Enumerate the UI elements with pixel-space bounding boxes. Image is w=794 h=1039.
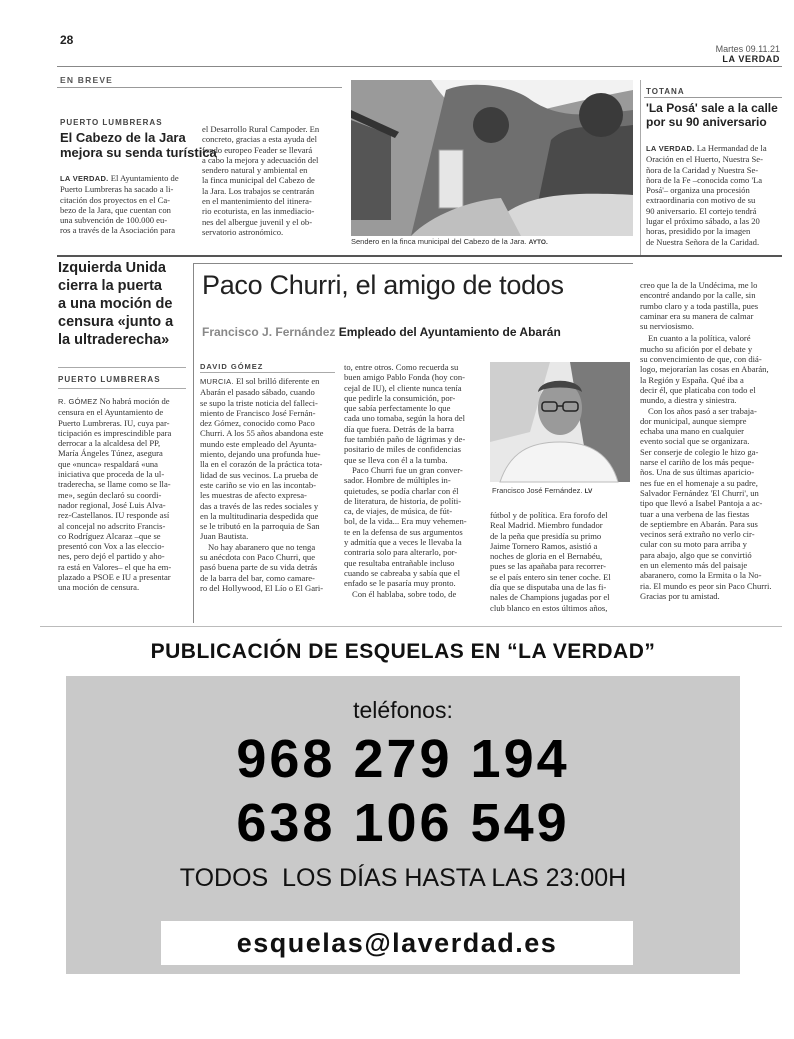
main-story-text-line: cada uno tomaba, según la hora del bbox=[344, 413, 465, 424]
brief-right-text-line: 90 aniversario. El cortejo tendrá bbox=[646, 205, 757, 216]
main-story-text-line: narse el cariño de los más peque- bbox=[640, 457, 755, 468]
main-story-text-line: que se lleva con él a la tumba. bbox=[344, 454, 448, 465]
main-story-text-line: de la barra del bar, como camare- bbox=[200, 572, 315, 583]
main-story-text-line: su convencimiento de que, con diá- bbox=[640, 354, 762, 365]
main-story-text-line: ro del Hollywood, El Lío o El Gari- bbox=[200, 582, 324, 593]
brief-left-text-line: servatorio astronómico. bbox=[202, 226, 284, 237]
side-story-kicker: PUERTO LUMBRERAS bbox=[58, 375, 161, 384]
side-story-text-line: ticipación es imprescindible para bbox=[58, 427, 172, 438]
main-story-text-line: de literatura, de historia, de políti- bbox=[344, 495, 462, 506]
main-story-text-line: les muestras de afecto expresa- bbox=[200, 490, 307, 501]
main-story-text-line: su anécdota con Paco Churri, que bbox=[200, 552, 316, 563]
side-story-headline-line: censura «junto a bbox=[58, 314, 174, 330]
side-story-text-line: ra está en Valores– el que ha em- bbox=[58, 561, 172, 572]
brief-right-text-line: horas, presidido por la imagen bbox=[646, 226, 751, 237]
side-story-text-line: al concejal no adscrito Francis- bbox=[58, 520, 166, 531]
main-story-text-line: das a través de las redes sociales y bbox=[200, 500, 319, 511]
main-story-col4 bbox=[640, 280, 782, 601]
ad-phones-label: teléfonos: bbox=[353, 697, 453, 723]
main-story-text-line: cuando se cabreaba y sabía que el bbox=[344, 567, 460, 578]
main-story-text-line: Churri. A los 55 años abandona este bbox=[200, 428, 324, 439]
main-story-text-line: vecinos será extraño no verlo cir- bbox=[640, 529, 755, 540]
main-story-text-line: se supo la triste noticia del falleci- bbox=[200, 397, 318, 408]
main-story-text-line: caminar era su manera de calmar bbox=[640, 310, 754, 321]
brief-left-text-line: Puerto Lumbreras ha sacado a li- bbox=[60, 184, 174, 195]
brief-left-col2 bbox=[202, 124, 342, 237]
brief-right-text-line: ñora de la Fe –conocida como 'La bbox=[646, 174, 763, 185]
brief-left-text-line: nes del albergue juvenil y el ob- bbox=[202, 216, 313, 227]
ad-phone-2: 638 106 549 bbox=[236, 793, 570, 853]
main-story-text-line: miento, dejando una profunda hue- bbox=[200, 449, 321, 460]
main-story-text-line: buen amigo Pablo Fonda (hoy con- bbox=[344, 372, 466, 383]
side-story-text-line: plazado a PSOE e IU a presentar bbox=[58, 572, 171, 583]
main-story-text-line: en un elemento más del paisaje bbox=[640, 560, 748, 571]
side-story-text-line: presentó con Vox a las eleccio- bbox=[58, 541, 165, 552]
main-story-byline: DAVID GÓMEZ bbox=[200, 362, 264, 371]
main-story-text-line: miento de Francisco José Fernán- bbox=[200, 407, 316, 418]
brief-left-col1 bbox=[60, 173, 188, 236]
main-story-text-line: se el país entero sin tener coche. El bbox=[490, 571, 611, 582]
main-story-col2 bbox=[344, 362, 484, 599]
briefs-bottom-rule bbox=[57, 255, 782, 257]
brief-left-text-line: ros a través de la Asociación para bbox=[60, 225, 176, 236]
main-story-text-line: echaba una mano en cualquier bbox=[640, 426, 745, 437]
main-story-text-line: Con los años pasó a ser trabaja- bbox=[648, 405, 757, 416]
ad-email-box bbox=[161, 921, 633, 965]
main-story-text-line: en la multitudinaria despedida que bbox=[200, 510, 319, 521]
main-story-text-line: club blanco en estos últimos años, bbox=[490, 602, 608, 613]
main-story-text-line: que resultaba entrañable incluso bbox=[344, 557, 455, 568]
trail-photo-image bbox=[351, 80, 633, 236]
brief-left-headline-line2: mejora su senda turística bbox=[60, 145, 217, 160]
main-story-text-line: para abajo, algo que se convirtió bbox=[640, 549, 752, 560]
brief-right-headline bbox=[646, 101, 786, 129]
main-story-text-line: dez Gómez, conocido como Paco bbox=[200, 418, 315, 429]
main-story-col1 bbox=[200, 376, 335, 593]
brief-left-kicker: PUERTO LUMBRERAS bbox=[60, 118, 163, 127]
main-story-text-line: la Región y España. Qué iba a bbox=[640, 374, 744, 385]
side-story-text-line: nador regional, José Luis Alva- bbox=[58, 499, 166, 510]
brief-left-text-line: El Ayuntamiento de bbox=[110, 173, 179, 183]
main-story-subject-name: Francisco J. Fernández bbox=[202, 325, 336, 339]
main-story-text-line: fue también paño de lágrimas y de- bbox=[344, 434, 466, 445]
brief-left-text-line: una subvención de 100.000 eu- bbox=[60, 215, 168, 226]
main-story-text-line: noches de gloria en el Bernabéu, bbox=[490, 551, 603, 562]
main-story-text-line: positario de miles de confidencias bbox=[344, 444, 461, 455]
main-story-text-line: Real Madrid. Miembro fundador bbox=[490, 520, 603, 531]
main-story-text-line: quietudes, se podía charlar con él bbox=[344, 485, 459, 496]
main-story-text-line: su nerviosismo. bbox=[640, 321, 694, 332]
main-story-col3 bbox=[490, 510, 630, 613]
brief-right-text-line: lugar el próximo sábado, a las 20 bbox=[646, 216, 760, 227]
main-story-text-line: Paco Churri fue un gran conver- bbox=[352, 464, 463, 475]
brief-left-text-line: a cabo la mejora y adecuación del bbox=[202, 154, 319, 165]
main-story-text-line: to, entre otros. Como recuerda su bbox=[344, 362, 459, 372]
brief-left-text-line: el Desarrollo Rural Campoder. En bbox=[202, 124, 320, 134]
side-story-kicker-rule-top bbox=[58, 367, 186, 368]
main-story-text-line: Salvador Fernández 'El Churri', un bbox=[640, 487, 759, 498]
main-story-text-line: bol, de la vida... Era muy vehemen- bbox=[344, 516, 467, 527]
main-story-text-line: logo, mejorarían las cosas en Abarán, bbox=[640, 364, 769, 375]
trail-photo-caption bbox=[351, 237, 548, 246]
main-story-text-line: pasó buena parte de su vida detrás bbox=[200, 562, 318, 573]
side-story-text-line: me», según declaró su coordi- bbox=[58, 489, 162, 500]
portrait-photo-credit: LV bbox=[584, 488, 593, 495]
brief-left-text-line: sendero natural y ambiental en bbox=[202, 165, 308, 176]
ad-email: esquelas@laverdad.es bbox=[236, 928, 558, 958]
page-number: 28 bbox=[60, 33, 74, 47]
main-story-text-line: Ser conserje de colegio le hizo ga- bbox=[640, 446, 759, 457]
main-story-text-line: día que se disputaba una de las fi- bbox=[490, 582, 607, 593]
main-story-text-line: ca, de viajes, de música, de fút- bbox=[344, 506, 453, 517]
brief-right-dateline: LA VERDAD. bbox=[646, 144, 695, 153]
main-story-text-line: decir él, que platicaba con todo el bbox=[640, 384, 756, 395]
section-label: EN BREVE bbox=[60, 75, 114, 85]
brief-right-text-line: La Hermandad de la bbox=[696, 143, 767, 153]
header-rule bbox=[57, 66, 782, 67]
main-story-text-line: mucho su afición por el debate y bbox=[640, 343, 753, 354]
side-story-text-line: nes, pero dejó el partido y aho- bbox=[58, 551, 165, 562]
main-story-text-line: No hay abaranero que no tenga bbox=[208, 541, 316, 552]
main-story-byline-rule bbox=[200, 372, 335, 373]
side-story-text-line: co Rodríguez Alcaraz –que se bbox=[58, 530, 161, 541]
main-story-text-line: que pedirle la consumición, por- bbox=[344, 392, 456, 403]
brief-right-text-line: Posá'– organiza una procesión bbox=[646, 185, 750, 196]
brief-left-text-line: la finca municipal del Cabezo de bbox=[202, 175, 315, 186]
brief-right-text-line: extraordinaria con motivo de su bbox=[646, 195, 756, 206]
portrait-photo-caption-text: Francisco José Fernández. bbox=[492, 486, 583, 495]
brief-left-text-line: bezo de la Jara, que cuentan con bbox=[60, 204, 171, 215]
main-story-headline: Paco Churri, el amigo de todos bbox=[202, 270, 564, 300]
main-story-text-line: enfado se le pasaría muy pronto. bbox=[344, 578, 456, 589]
trail-photo-caption-text: Sendero en la finca municipal del Cabezo de la Jara. bbox=[351, 237, 527, 246]
brief-right-body bbox=[646, 143, 782, 247]
portrait-photo-image bbox=[490, 362, 630, 482]
side-story-headline-line: la ultraderecha» bbox=[58, 332, 170, 348]
main-story-text-line: que sabía perfectamente lo que bbox=[344, 403, 451, 414]
side-story-text-line: No habrá moción de bbox=[99, 396, 170, 406]
main-story-subject bbox=[202, 325, 561, 339]
main-story-text-line: ños. Una de sus últimas aparicio- bbox=[640, 467, 755, 478]
side-story-headline-line: Izquierda Unida bbox=[58, 260, 166, 276]
main-story-text-line: tuar a una verbena de las fiestas bbox=[640, 508, 750, 519]
main-story-subject-role: Empleado del Ayuntamiento de Abarán bbox=[338, 325, 561, 339]
main-story-text-line: Juan Bautista. bbox=[200, 531, 249, 542]
main-story-text-line: sador. Hombre de múltiples in- bbox=[344, 475, 451, 486]
brief-right-text-line: Oración en el Huerto, Nuestra Se- bbox=[646, 154, 763, 165]
main-story-text-line: creo que la de la Undécima, me lo bbox=[640, 280, 758, 290]
side-story-text-line: que «nunca» respaldará «una bbox=[58, 458, 158, 469]
side-story-dateline: R. GÓMEZ bbox=[58, 397, 98, 406]
side-story-text-line: derrocar a la alcaldesa del PP, bbox=[58, 438, 161, 449]
brief-left-text-line: rio ecoturista, en las inmediacio- bbox=[202, 206, 315, 217]
main-story-text-line: tipo que llevó a Isabel Pantoja a ac- bbox=[640, 498, 763, 509]
main-story-frame-left bbox=[193, 263, 194, 623]
main-story-text-line: cular con su moto para arriba y bbox=[640, 539, 747, 550]
main-story-text-line: En cuanto a la política, valoré bbox=[648, 333, 751, 344]
brief-left-text-line: la Jara. Los trabajos se centrarán bbox=[202, 185, 315, 196]
brief-right-kicker: TOTANA bbox=[646, 87, 685, 96]
main-story-text-line: pues se las apañaba para recorrer- bbox=[490, 561, 607, 572]
side-story-text-line: censura en el Ayuntamiento de bbox=[58, 407, 164, 418]
main-story-text-line: Abarán el pasado sábado, cuando bbox=[200, 387, 315, 398]
side-story-text-line: traderecha, se llame como se lla- bbox=[58, 479, 171, 490]
main-story-text-line: Gracias por tu amistad. bbox=[640, 590, 720, 601]
brief-right-text-line: de Nuestra Señora de la Caridad. bbox=[646, 236, 760, 247]
main-story-text-line: El sol brilló diferente en bbox=[235, 376, 320, 386]
side-story-text-line: una moción de censura. bbox=[58, 582, 140, 593]
brief-left-dateline: LA VERDAD. bbox=[60, 174, 109, 183]
main-story-text-line: de la peña que presidía su primo bbox=[490, 530, 602, 541]
main-story-text-line: te en la defensa de sus argumentos bbox=[344, 526, 463, 537]
main-story-text-line: evento social que se organizara. bbox=[640, 436, 750, 447]
main-story-text-line: día que fuera. Detrás de la barra bbox=[344, 423, 454, 434]
section-rule bbox=[57, 87, 342, 88]
brief-left-text-line: concreto, gracias a esta ayuda del bbox=[202, 134, 318, 145]
ad-top-rule bbox=[40, 626, 782, 627]
brief-left-text-line: en el mantenimiento del itinera- bbox=[202, 196, 312, 207]
portrait-photo bbox=[490, 362, 630, 482]
portrait-photo-caption bbox=[492, 486, 592, 495]
main-story-text-line: dor municipal, aunque siempre bbox=[640, 415, 747, 426]
main-story-text-line: de septiembre en Abarán. Para sus bbox=[640, 518, 758, 529]
ad-phone-1: 968 279 194 bbox=[236, 729, 570, 789]
brief-right-text-line: ñora de la Caridad y Nuestra Se- bbox=[646, 164, 759, 175]
trail-photo-credit: AYTO. bbox=[528, 239, 548, 246]
main-story-text-line: encontré andando por la calle, sin bbox=[640, 290, 756, 301]
main-story-text-line: ria. El mundo es peor sin Paco Churri. bbox=[640, 580, 772, 591]
brief-right-divider bbox=[640, 80, 641, 255]
brief-right-top-rule bbox=[644, 97, 782, 98]
main-story-text-line: nales de Champions jugadas por el bbox=[490, 592, 610, 603]
side-story-text-line: María Ángeles Túnez, asegura bbox=[58, 448, 163, 459]
side-story-headline-line: a una moción de bbox=[58, 296, 173, 312]
main-story-text-line: mundo este empleado del Ayunta- bbox=[200, 438, 317, 449]
main-story-text-line: lidad de sus vecinos. La prueba de bbox=[200, 469, 319, 480]
brief-left-headline-line1: El Cabezo de la Jara bbox=[60, 130, 186, 145]
side-story-text-line: rez-Castellanos. IU responde así bbox=[58, 510, 170, 521]
main-story-text-line: contraria solo para alterarlo, por- bbox=[344, 547, 458, 558]
main-story-text-line: Con él hablaba, sobre todo, de bbox=[352, 588, 457, 599]
main-story-frame-top bbox=[193, 263, 633, 264]
main-story-text-line: se le tributó en la parroquia de San bbox=[200, 521, 320, 532]
brief-left-text-line: fondo europeo Feader se llevará bbox=[202, 144, 313, 155]
side-story-body bbox=[58, 396, 188, 593]
main-story-text-line: nes fue en el homenaje a su padre, bbox=[640, 477, 758, 488]
main-story-text-line: lla en el corazón de la práctica tota- bbox=[200, 459, 323, 470]
ad-hours: TODOS LOS DÍAS HASTA LAS 23:00H bbox=[179, 864, 627, 892]
side-story-text-line: iniciativa que proceda de la ul- bbox=[58, 469, 165, 480]
trail-photo bbox=[351, 80, 633, 246]
side-story-headline-line: cierra la puerta bbox=[58, 278, 162, 294]
main-story-text-line: mundo, a diestra y siniestra. bbox=[640, 395, 737, 406]
main-story-text-line: fútbol y de política. Era forofo del bbox=[490, 510, 608, 520]
side-story-kicker-rule bbox=[58, 388, 186, 389]
side-story-headline bbox=[58, 259, 198, 349]
main-story-text-line: cejal de IU), el cliente nunca tenía bbox=[344, 382, 462, 393]
issue-date: Martes 09.11.21 bbox=[715, 44, 780, 54]
masthead-label: LA VERDAD bbox=[722, 54, 780, 64]
brief-right-headline-line2: por su 90 aniversario bbox=[646, 115, 767, 129]
main-story-text-line: y admitía que a veces le llevaba la bbox=[344, 537, 462, 548]
ad-title: PUBLICACIÓN DE ESQUELAS EN “LA VERDAD” bbox=[150, 640, 656, 663]
brief-right-headline-line1: 'La Posá' sale a la calle bbox=[646, 101, 778, 115]
main-story-text-line: abaranero, como la Ermita o la No- bbox=[640, 570, 762, 581]
side-story-text-line: Puerto Lumbreras. IU, cuya par- bbox=[58, 417, 170, 428]
brief-left-text-line: citación dos proyectos en el Ca- bbox=[60, 194, 171, 205]
main-story-text-line: este cariño se vio en las incontab- bbox=[200, 479, 316, 490]
main-story-text-line: rumbo claro y a toda pastilla, pues bbox=[640, 300, 759, 311]
main-story-dateline: MURCIA. bbox=[200, 377, 234, 386]
main-story-text-line: Jaime Tornero Ramos, asistió a bbox=[490, 540, 598, 551]
